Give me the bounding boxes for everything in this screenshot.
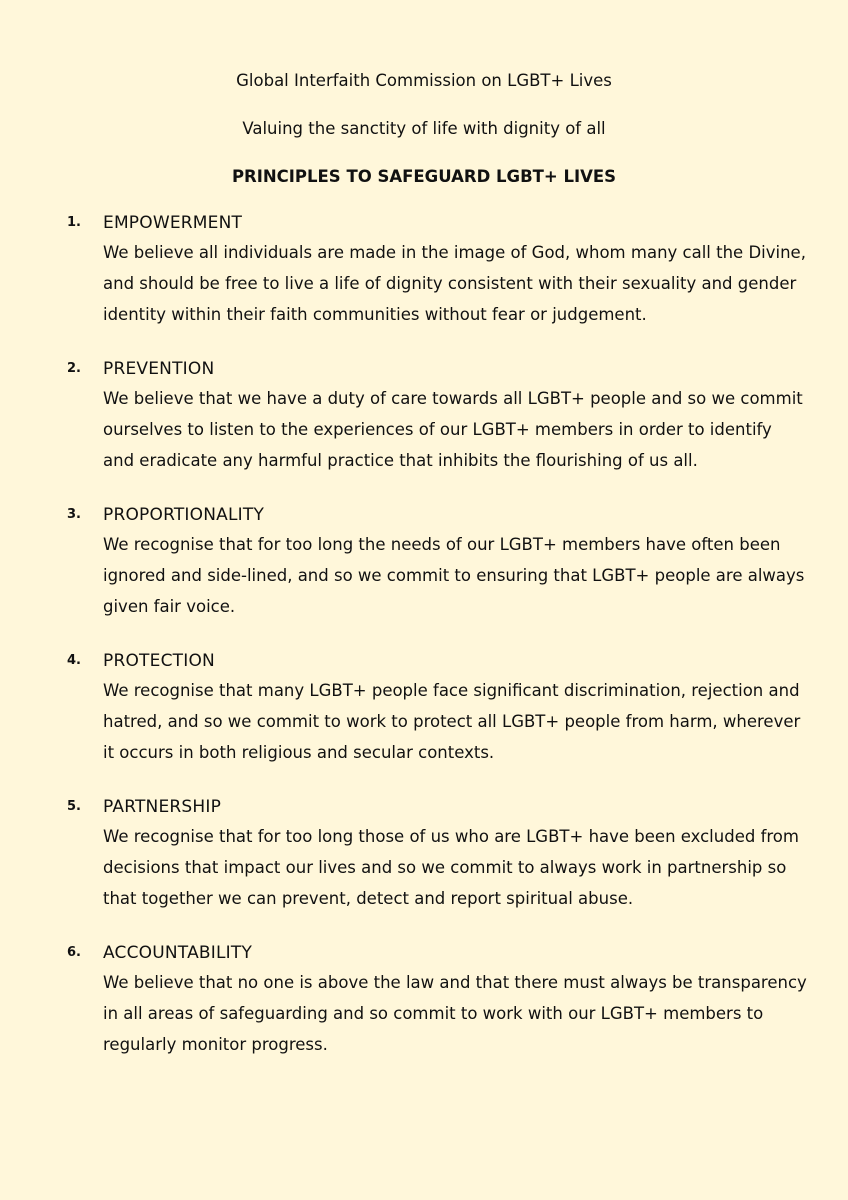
principle-number: 6. — [67, 945, 81, 960]
principle-number: 1. — [67, 215, 81, 230]
principle-number: 2. — [67, 361, 81, 376]
principle-text: We recognise that for too long the needs of our LGBT+ members have often been ignored and side-lined, and so we commit to ensuring that LGBT+ people are always given fair voice. — [103, 535, 805, 616]
principle-title: EMPOWERMENT — [103, 213, 243, 233]
principle-title: PARTNERSHIP — [103, 797, 222, 817]
principle-title: ACCOUNTABILITY — [103, 943, 253, 963]
principles-list — [0, 209, 848, 1060]
principle-item-prevention — [0, 355, 848, 476]
principle-text: We recognise that for too long those of us who are LGBT+ have been excluded from decisions that impact our lives and so we commit to always work in partnership so that together we can prevent, detect and report spiritual abuse. — [103, 827, 799, 908]
principle-item-proportionality — [0, 501, 848, 622]
principle-number: 3. — [67, 507, 81, 522]
tagline: Valuing the sanctity of life with dignity of all — [242, 119, 606, 138]
principle-number: 4. — [67, 653, 81, 668]
principle-title: PROPORTIONALITY — [103, 505, 265, 525]
document-heading: PRINCIPLES TO SAFEGUARD LGBT+ LIVES — [231, 167, 617, 186]
principle-text: We believe that no one is above the law and that there must always be transparency in all areas of safeguarding and so commit to work with our LGBT+ members to regularly monitor progress. — [103, 973, 807, 1054]
principle-title: PROTECTION — [103, 651, 215, 671]
principle-number: 5. — [67, 799, 81, 814]
principle-item-partnership — [0, 793, 848, 914]
principle-text: We believe that we have a duty of care towards all LGBT+ people and so we commit ourselves to listen to the experiences of our LGBT+ members in order to identify and eradicate any harmful practice that inhibits the flourishing of us all. — [103, 389, 803, 470]
principle-text: We recognise that many LGBT+ people face significant discrimination, rejection and hatred, and so we commit to work to protect all LGBT+ people from harm, wherever it occurs in both religious and secular contexts. — [103, 681, 801, 762]
principle-item-accountability — [0, 939, 848, 1060]
principle-item-protection — [0, 647, 848, 768]
principle-item-empowerment — [0, 209, 848, 330]
principle-text: We believe all individuals are made in the image of God, whom many call the Divine, and should be free to live a life of dignity consistent with their sexuality and gender identity within their faith communities without fear or judgement. — [103, 243, 806, 324]
principle-title: PREVENTION — [103, 359, 215, 379]
organization-title: Global Interfaith Commission on LGBT+ Lives — [236, 71, 612, 90]
